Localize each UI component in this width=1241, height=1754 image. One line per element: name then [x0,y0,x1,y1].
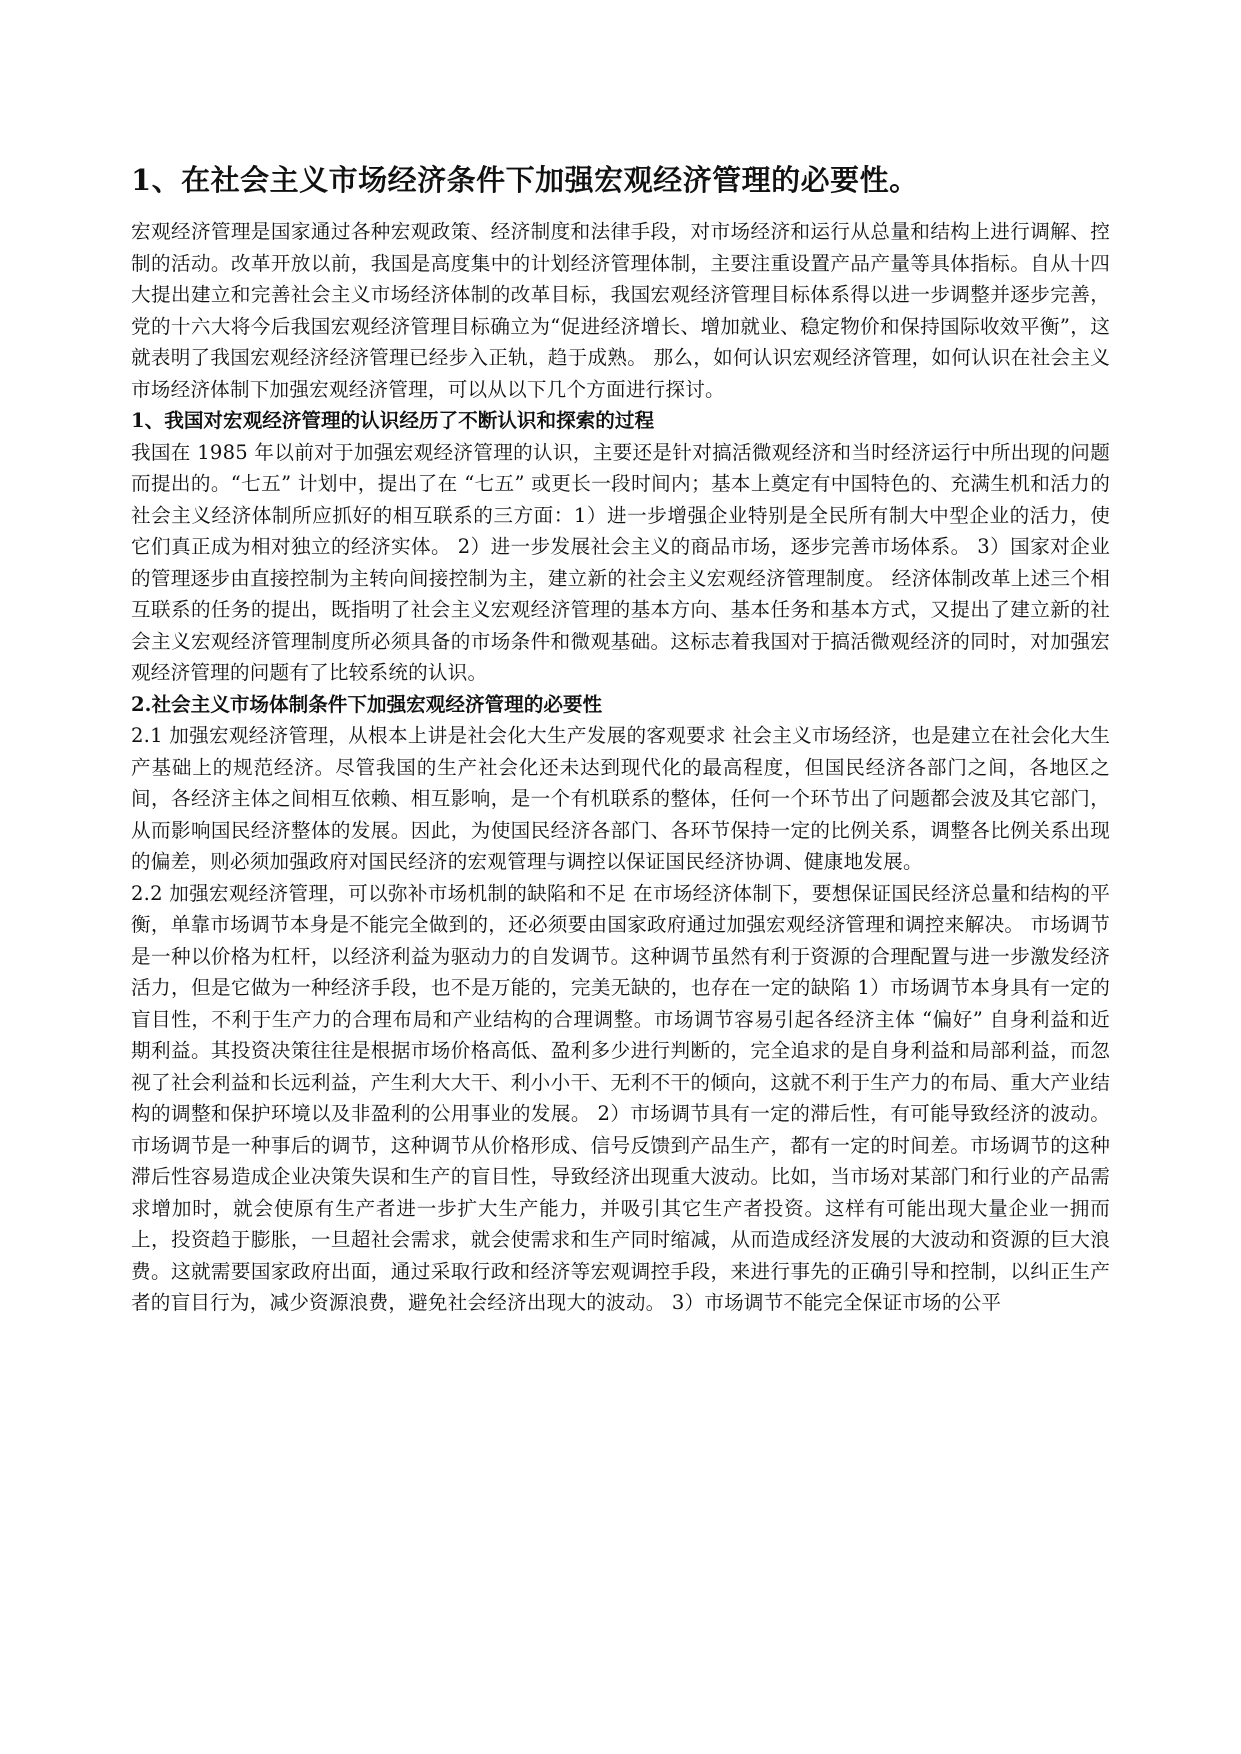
document-page [131,160,1110,1319]
section-2-1-paragraph: 2.1 加强宏观经济管理，从根本上讲是社会化大生产发展的客观要求 社会主义市场经济，也是建立在社会化大生产基础上的规范经济。尽管我国的生产社会化还未达到现代化的最高程度，但国民经济各部门之间，各地区之间，各经济主体之间相互依赖、相互影响，是一个有机联系的整体，任何一个环节出了问题都会波及其它部门，从而影响国民经济整体的发展。因此，为使国民经济各部门、各环节保持一定的比例关系，调整各比例关系出现的偏差，则必须加强政府对国民经济的宏观管理与调控以保证国民经济协调、健康地发展。 [131,724,1110,873]
document-title: 1、在社会主义市场经济条件下加强宏观经济管理的必要性。 [131,163,919,197]
section-2-2-paragraph: 2.2 加强宏观经济管理，可以弥补市场机制的缺陷和不足 在市场经济体制下，要想保证国民经济总量和结构的平衡，单靠市场调节本身是不能完全做到的，还必须要由国家政府通过加强宏观经济管理和调控来解决。 市场调节是一种以价格为杠杆，以经济利益为驱动力的自发调节。这种调节虽然有利于资源的合理配置与进一步激发经济活力，但是它做为一种经济手段，也不是万能的，完美无缺的，也存在一定的缺陷 1）市场调节本身具有一定的盲目性，不利于生产力的合理布局和产业结构的合理调整。市场调节容易引起各经济主体 “偏好” 自身利益和近期利益。其投资决策往往是根据市场价格高低、盈利多少进行判断的，完全追求的是自身利益和局部利益，而忽视了社会利益和长远利益，产生利大大干、利小小干、无利不干的倾向，这就不利于生产力的布局、重大产业结构的调整和保护环境以及非盈利的公用事业的发展。 2）市场调节具有一定的滞后性，有可能导致经济的波动。市场调节是一种事后的调节，这种调节从价格形成、信号反馈到产品生产，都有一定的时间差。市场调节的这种滞后性容易造成企业决策失误和生产的盲目性，导致经济出现重大波动。比如，当市场对某部门和行业的产品需求增加时，就会使原有生产者进一步扩大生产能力，并吸引其它生产者投资。这样有可能出现大量企业一拥而上，投资趋于膨胀，一旦超社会需求，就会使需求和生产同时缩减，从而造成经济发展的大波动和资源的巨大浪费。这就需要国家政府出面，通过采取行政和经济等宏观调控手段，来进行事先的正确引导和控制，以纠正生产者的盲目行为，减少资源浪费，避免社会经济出现大的波动。 3）市场调节不能完全保证市场的公平 [131,881,1110,1314]
intro-paragraph: 宏观经济管理是国家通过各种宏观政策、经济制度和法律手段，对市场经济和运行从总量和结构上进行调解、控制的活动。改革开放以前，我国是高度集中的计划经济管理体制，主要注重设置产品产量等具体指标。自从十四大提出建立和完善社会主义市场经济体制的改革目标，我国宏观经济管理目标体系得以进一步调整并逐步完善，党的十六大将今后我国宏观经济管理目标确立为“促进经济增长、增加就业、稳定物价和保持国际收效平衡”，这就表明了我国宏观经济经济管理已经步入正轨，趋于成熟。 那么，如何认识宏观经济管理，如何认识在社会主义市场经济体制下加强宏观经济管理，可以从以下几个方面进行探讨。 [131,220,1110,401]
section-1-paragraph: 我国在 1985 年以前对于加强宏观经济管理的认识，主要还是针对搞活微观经济和当时经济运行中所出现的问题而提出的。“七五” 计划中，提出了在 “七五” 或更长一段时间内；基本上奠定有中国特色的、充满生机和活力的社会主义经济体制所应抓好的相互联系的三方面：1）进一步增强企业特别是全民所有制大中型企业的活力，使它们真正成为相对独立的经济实体。 2）进一步发展社会主义的商品市场，逐步完善市场体系。 3）国家对企业的管理逐步由直接控制为主转向间接控制为主，建立新的社会主义宏观经济管理制度。 经济体制改革上述三个相互联系的任务的提出，既指明了社会主义宏观经济管理的基本方向、基本任务和基本方式，又提出了建立新的社会主义宏观经济管理制度所必须具备的市场条件和微观基础。这标志着我国对于搞活微观经济的同时，对加强宏观经济管理的问题有了比较系统的认识。 [131,440,1110,684]
section-2-heading: 2.社会主义市场体制条件下加强宏观经济管理的必要性 [131,692,603,716]
section-1-heading: 1、我国对宏观经济管理的认识经历了不断认识和探索的过程 [131,409,655,432]
